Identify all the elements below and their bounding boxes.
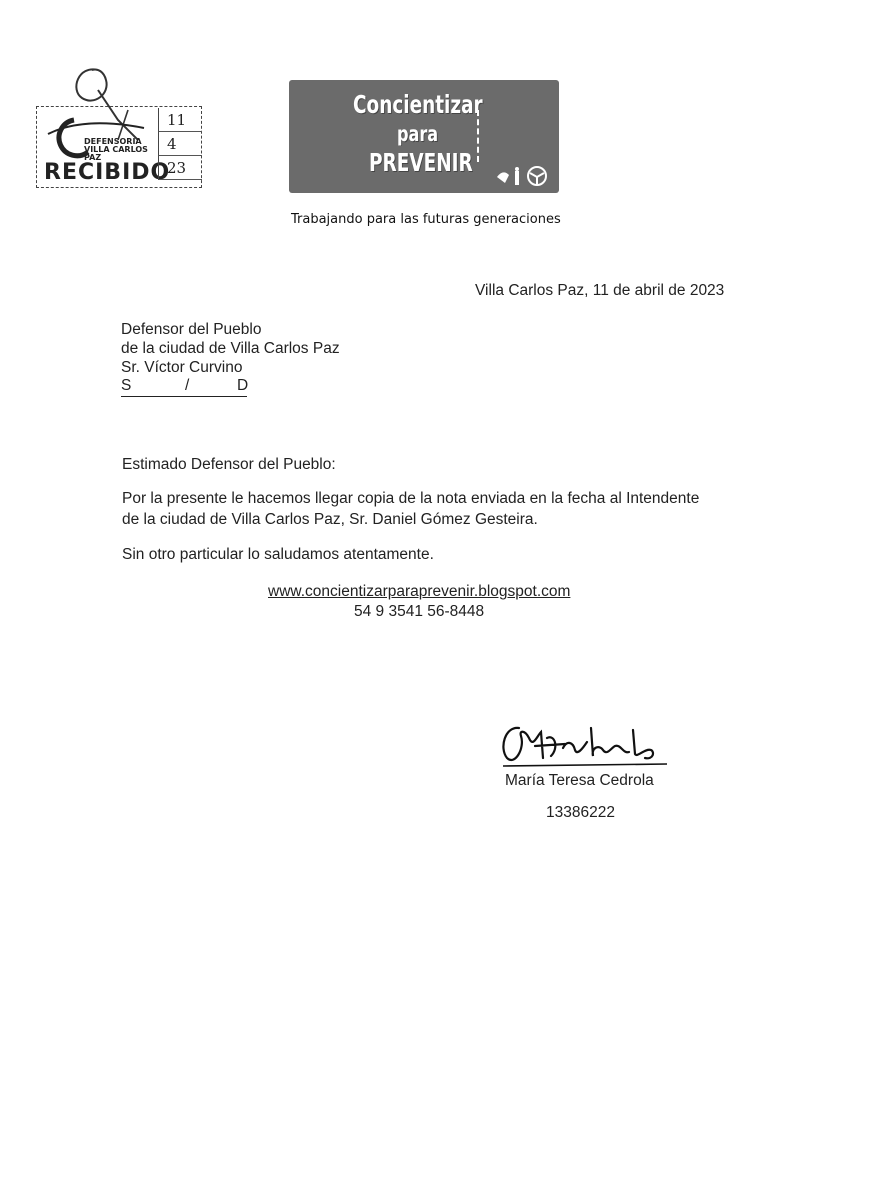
stamp-org-line: DEFENSORIA: [84, 137, 142, 146]
signer-id-number: 13386222: [546, 804, 615, 821]
sd-abbreviation: [121, 377, 247, 397]
stamp-year: 23: [158, 156, 202, 180]
closing-line: Sin otro particular lo saludamos atentamente.: [122, 546, 434, 563]
stamp-month: 4: [158, 132, 202, 156]
body-line: Por la presente le hacemos llegar copia de la nota enviada en la fecha al Intendente: [122, 490, 700, 507]
stamp-received-word: RECIBIDO: [44, 160, 171, 185]
logo-line-1: Concientizar: [353, 90, 483, 119]
stamp-organization: [84, 138, 164, 162]
received-stamp: [30, 60, 210, 200]
recipient-line: de la ciudad de Villa Carlos Paz: [121, 340, 340, 357]
road-safety-icons: [495, 165, 551, 187]
signer-name: María Teresa Cedrola: [505, 772, 654, 789]
logo-road-line: [477, 110, 483, 162]
body-line: de la ciudad de Villa Carlos Paz, Sr. Daniel Gómez Gesteira.: [122, 511, 538, 528]
recipient-line: Defensor del Pueblo: [121, 321, 262, 338]
handwritten-signature: [495, 718, 670, 773]
sd-letter-d: D: [237, 377, 249, 394]
header-tagline: Trabajando para las futuras generaciones: [291, 212, 561, 227]
recipient-line: Sr. Víctor Curvino: [121, 359, 243, 376]
header-logo-banner: [289, 80, 559, 193]
logo-line-3: PREVENIR: [369, 148, 473, 177]
phone-number: 54 9 3541 56-8448: [354, 603, 485, 620]
letter-body: [122, 488, 742, 530]
logo-line-2: para: [397, 122, 439, 146]
letter-date: Villa Carlos Paz, 11 de abril de 2023: [475, 282, 725, 299]
stamp-org-line: VILLA CARLOS PAZ: [84, 145, 148, 162]
sd-letter-s: S: [121, 377, 132, 394]
sd-slash: /: [185, 377, 190, 394]
greeting: Estimado Defensor del Pueblo:: [122, 456, 336, 473]
stamp-day: 11: [158, 108, 202, 132]
website-link[interactable]: www.concientizarparaprevenir.blogspot.com: [268, 583, 571, 600]
stamp-date-cells: [158, 108, 202, 180]
recipient-block: [121, 320, 340, 377]
